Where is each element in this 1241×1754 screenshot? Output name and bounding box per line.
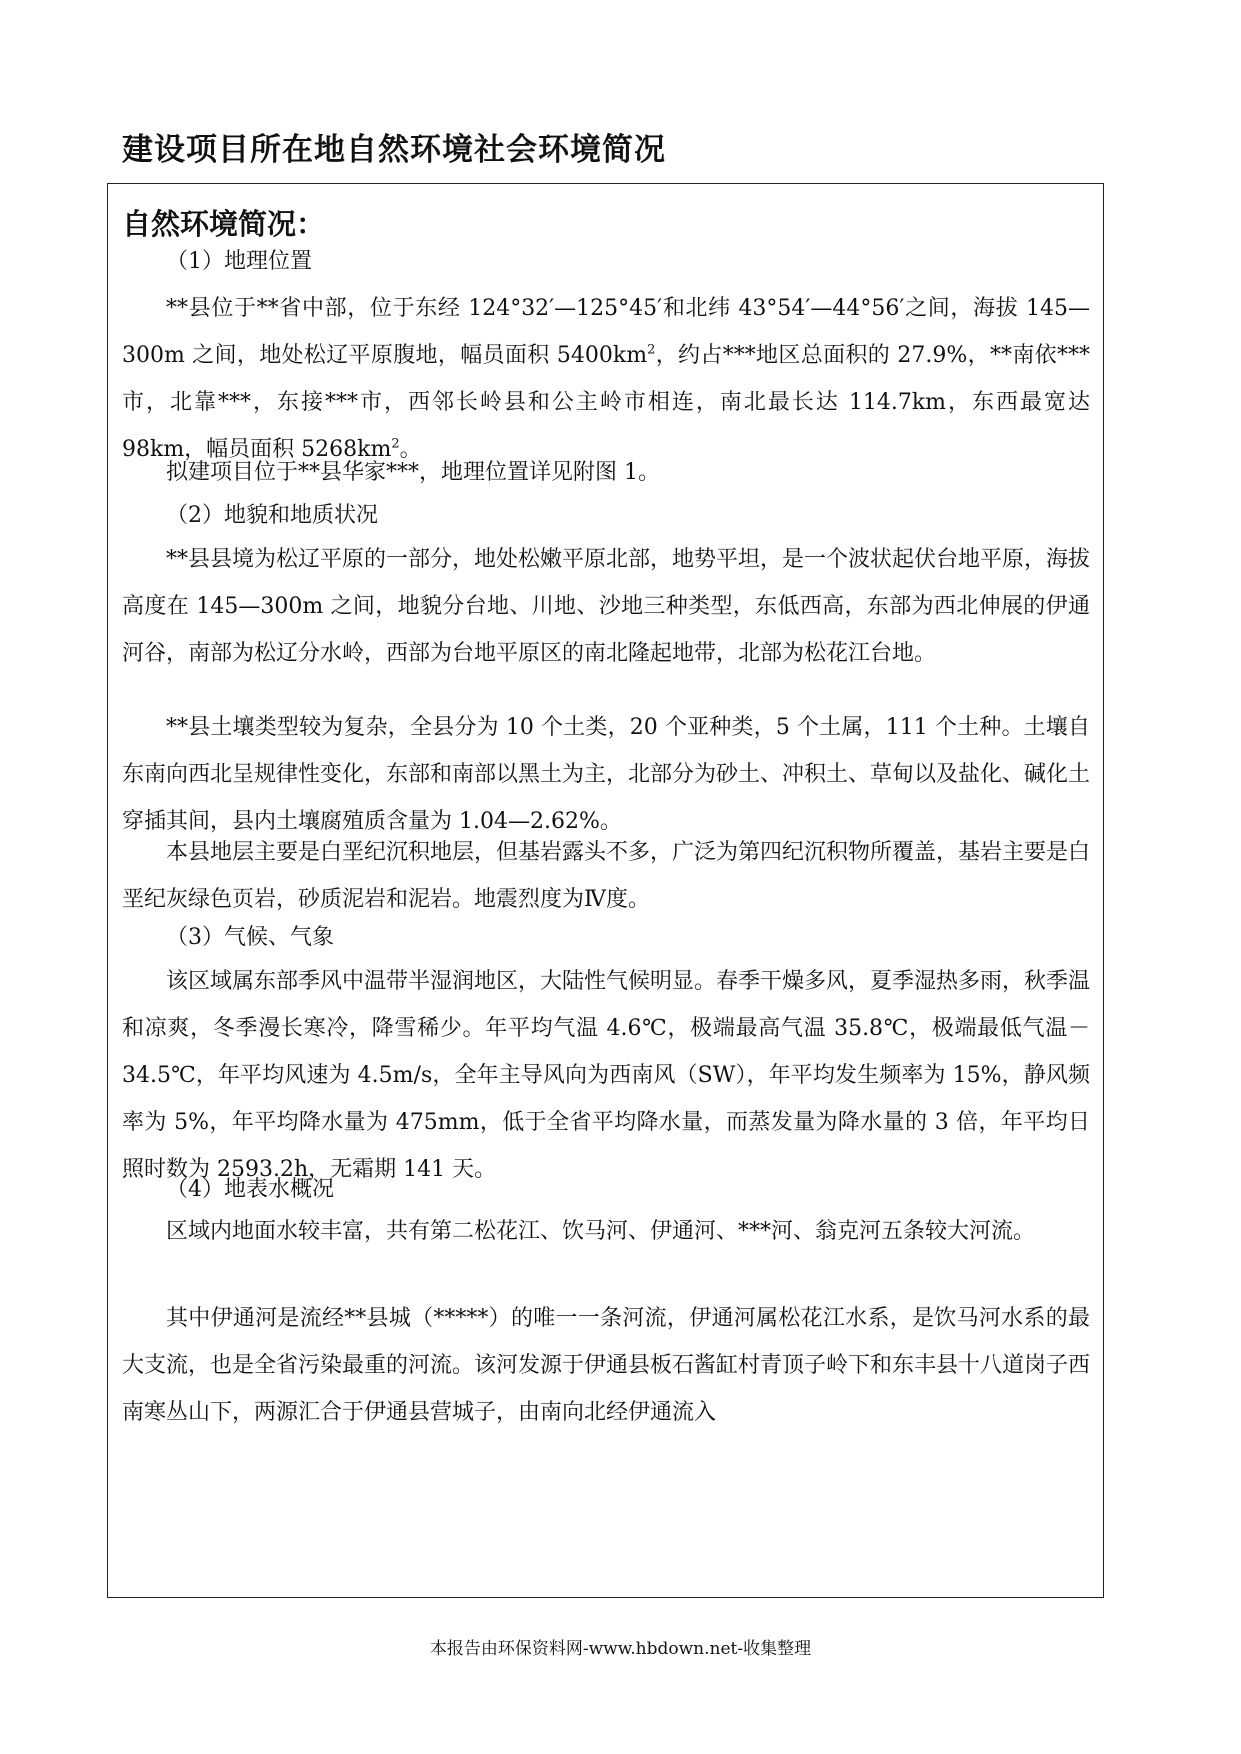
section-heading: 自然环境简况： bbox=[122, 207, 326, 241]
paragraph-climate: 该区域属东部季风中温带半湿润地区，大陆性气候明显。春季干燥多风，夏季湿热多雨，秋季温和凉爽，冬季漫长寒冷，降雪稀少。年平均气温 4.6℃，极端最高气温 35.8℃，极端最低气温－34.5℃，年平均风速为 4.5m/s，全年主导风向为西南风（SW），年平均发生频率为 15%，静风频率为 5%，年平均降水量为 475mm，低于全省平均降水量，而蒸发量为降水量的 3 倍，年平均日照时数为 2593.2h，无霜期 141 天。 bbox=[122, 969, 1091, 1182]
natural-environment-section bbox=[107, 183, 1104, 1598]
paragraph-soil: **县土壤类型较为复杂，全县分为 10 个土类，20 个亚种类，5 个土属，111 个土种。土壤自东南向西北呈规律性变化，东部和南部以黑土为主，北部分为砂土、冲积土、草甸以及盐化、碱化土穿插其间，县内土壤腐殖质含量为 1.04—2.62%。 bbox=[122, 715, 1091, 834]
page-footer: 本报告由环保资料网-www.hbdown.net-收集整理 bbox=[429, 1639, 812, 1659]
subheading-surface-water: （4）地表水概况 bbox=[166, 1177, 334, 1202]
page-title: 建设项目所在地自然环境社会环境简况 bbox=[122, 132, 666, 168]
paragraph-geography-location: **县位于**省中部，位于东经 124°32′—125°45′和北纬 43°54′—44°56′之间，海拔 145—300m 之间，地处松辽平原腹地，幅员面积 $5400km^2$，约占***地区总面积的 27.9%，**南依***市，北靠***，东接***市，西邻长岭县和公主岭市相连，南北最长达 114.7km，东西最宽达 98km，幅员面积 $5268km^2$。 bbox=[122, 296, 1090, 462]
paragraph-stratum: 本县地层主要是白垩纪沉积地层，但基岩露头不多，广泛为第四纪沉积物所覆盖，基岩主要是白垩纪灰绿色页岩，砂质泥岩和泥岩。地震烈度为Ⅳ度。 bbox=[122, 840, 1091, 912]
paragraph-surface-water: 区域内地面水较丰富，共有第二松花江、饮马河、伊通河、***河、翁克河五条较大河流。 bbox=[166, 1219, 1036, 1244]
subheading-climate: （3）气候、气象 bbox=[166, 925, 334, 950]
subheading-geography: （1）地理位置 bbox=[166, 249, 312, 274]
paragraph-yitong-river: 其中伊通河是流经**县城（*****）的唯一一条河流，伊通河属松花江水系，是饮马河水系的最大支流，也是全省污染最重的河流。该河发源于伊通县板石酱缸村青顶子岭下和东丰县十八道岗子西南寒丛山下，两源汇合于伊通县营城子，由南向北经伊通流入 bbox=[122, 1306, 1091, 1425]
paragraph-landform: **县县境为松辽平原的一部分，地处松嫩平原北部，地势平坦，是一个波状起伏台地平原，海拔高度在 145—300m 之间，地貌分台地、川地、沙地三种类型，东低西高，东部为西北伸展的伊通河谷，南部为松辽分水岭，西部为台地平原区的南北隆起地带，北部为松花江台地。 bbox=[122, 547, 1091, 666]
subheading-landform-geology: （2）地貌和地质状况 bbox=[166, 503, 378, 528]
paragraph-project-location: 拟建项目位于**县华家***，地理位置详见附图 1。 bbox=[166, 460, 660, 485]
